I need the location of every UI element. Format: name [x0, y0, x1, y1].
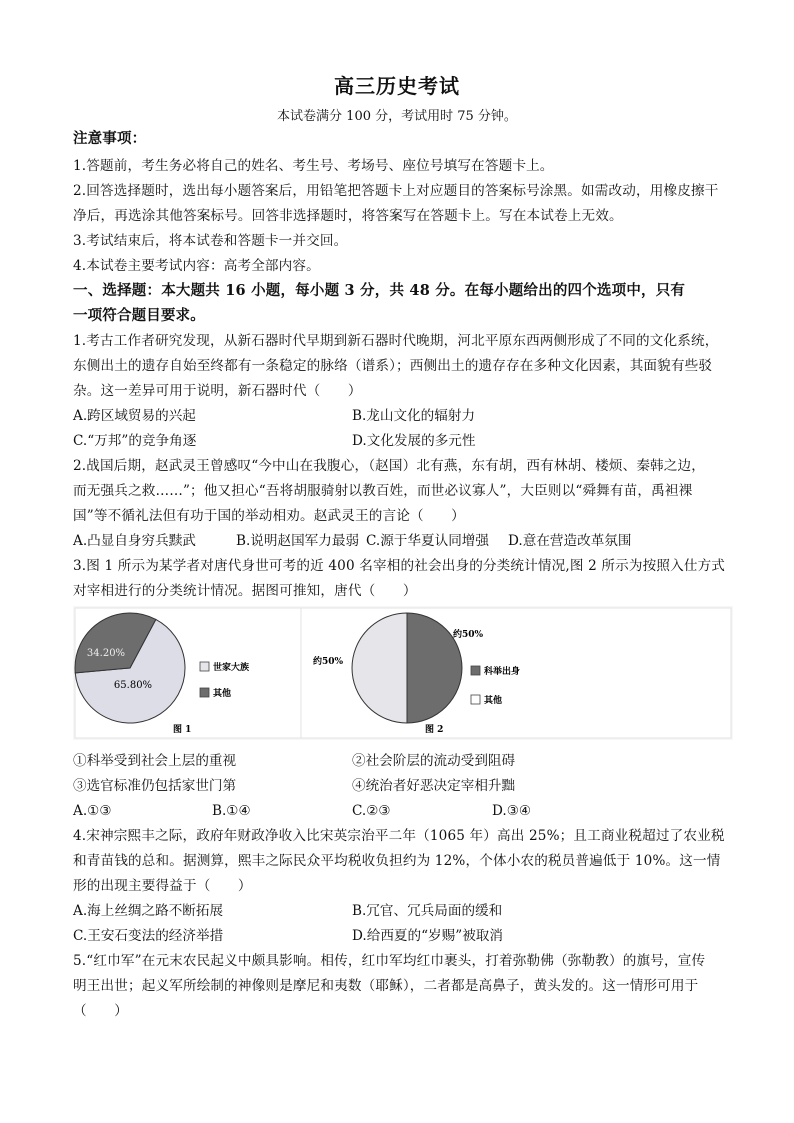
q3-option-c: C.②③: [352, 803, 391, 819]
q4-option-b: B.冗官、冗兵局面的缓和: [352, 903, 503, 919]
q1-option-a: A.跨区域贸易的兴起: [73, 408, 196, 424]
question-5-text: 明王出世；起义军所绘制的神像则是摩尼和夷数（耶稣），二者都是高鼻子，黄头发的。这一情形可用于: [73, 978, 699, 994]
figure-2-legend-swatch-other: [471, 695, 480, 704]
figure-1-label-shijia: 65.80%: [113, 680, 153, 691]
notice-item: 3.考试结束后，将本试卷和答题卡一并交回。: [73, 233, 348, 249]
figure-1-legend-swatch-other: [200, 688, 209, 697]
figure-2-legend-keju: 科举出身: [484, 667, 521, 677]
q3-statement-1: ①科举受到社会上层的重视: [73, 753, 237, 769]
q2-option-a: A.凸显自身穷兵黩武: [73, 533, 196, 549]
figure-2-legend-other: 其他: [484, 696, 503, 706]
question-3-text: 3.图 1 所示为某学者对唐代身世可考的近 400 名宰相的社会出身的分类统计情况,图 2 所示为按照入仕方式: [73, 558, 726, 574]
question-5-text: 5.“红巾军”在元末农民起义中颇具影响。相传，红巾军均红巾裹头，打着弥勒佛（弥勒教）的旗号，宣传: [73, 953, 706, 969]
pie-charts: [73, 606, 733, 740]
exam-info: 本试卷满分 100 分，考试用时 75 分钟。: [277, 109, 517, 124]
notice-item: 净后，再选涂其他答案标号。回答非选择题时，将答案写在答题卡上。写在本试卷上无效。: [73, 208, 623, 224]
question-2-text: 国”等不循礼法但有功于国的举动相劝。赵武灵王的言论（ ）: [73, 508, 465, 524]
section-heading: 一、选择题：本大题共 16 小题，每小题 3 分，共 48 分。在每小题给出的四个选项中，只有: [73, 282, 686, 299]
question-4-text: 和青苗钱的总和。据测算，熙丰之际民众平均税收负担约为 12%，个体小农的税员普遍低于 10%。这一情: [73, 853, 721, 869]
figure-2-caption: 图 2: [425, 725, 444, 735]
notice-heading: 注意事项：: [73, 130, 147, 147]
q1-option-d: D.文化发展的多元性: [352, 433, 476, 449]
figure-1-pie: [75, 613, 185, 723]
q2-option-d: D.意在营造改革氛围: [508, 533, 632, 549]
question-1-text: 1.考古工作者研究发现，从新石器时代早期到新石器时代晚期，河北平原东西两侧形成了不同的文化系统，: [73, 333, 719, 349]
question-4-text: 形的出现主要得益于（ ）: [73, 878, 252, 894]
page-title: 高三历史考试: [334, 74, 460, 98]
q1-option-c: C.“万邦”的竞争角逐: [73, 433, 197, 449]
question-2-text: 而无强兵之救……”；他又担心“吾将胡服骑射以教百姓，而世必议寡人”，大臣则以“舜舞有苗，禹袒裸: [73, 483, 693, 499]
q3-option-d: D.③④: [492, 803, 532, 819]
q4-option-c: C.王安石变法的经济举措: [73, 928, 224, 944]
notice-item: 1.答题前，考生务必将自己的姓名、考生号、考场号、座位号填写在答题卡上。: [73, 158, 554, 174]
q2-option-c: C.源于华夏认同增强: [366, 533, 489, 549]
figure-2-label-other: 约50%: [313, 657, 344, 667]
q4-option-a: A.海上丝绸之路不断拓展: [73, 903, 224, 919]
q3-statement-4: ④统治者好恶决定宰相升黜: [352, 778, 516, 794]
figure-2-legend-swatch-keju: [471, 666, 480, 675]
q3-option-a: A.①③: [73, 803, 112, 819]
figure-2-pie: [352, 613, 462, 723]
figure-1-label-other: 34.20%: [86, 648, 126, 659]
figure-2-label-keju: 约50%: [453, 630, 484, 640]
figure-1-legend-shijia: 世家大族: [213, 663, 250, 673]
figure-area: [73, 606, 733, 740]
figure-1-caption: 图 1: [173, 725, 192, 735]
notice-item: 4.本试卷主要考试内容：高考全部内容。: [73, 258, 320, 274]
figure-1-legend-other: 其他: [213, 689, 232, 699]
notice-item: 2.回答选择题时，选出每小题答案后，用铅笔把答题卡上对应题目的答案标号涂黑。如需改动，用橡皮擦干: [73, 183, 719, 199]
question-1-text: 杂。这一差异可用于说明，新石器时代（ ）: [73, 383, 362, 399]
question-1-text: 东侧出土的遗存自始至终都有一条稳定的脉络（谱系）；西侧出土的遗存存在多种文化因素，其面貌有些驳: [73, 358, 713, 374]
figure-1-legend-swatch-shijia: [200, 662, 209, 671]
q3-option-b: B.①④: [212, 803, 251, 819]
section-heading-cont: 一项符合题目要求。: [73, 307, 205, 324]
q2-option-b: B.说明赵国军力最弱: [236, 533, 360, 549]
q3-statement-3: ③选官标准仍包括家世门第: [73, 778, 237, 794]
q1-option-b: B.龙山文化的辐射力: [352, 408, 476, 424]
question-4-text: 4.宋神宗熙丰之际，政府年财政净收入比宋英宗治平二年（1065 年）高出 25%；且工商业税超过了农业税: [73, 828, 725, 844]
q3-statement-2: ②社会阶层的流动受到阻碍: [352, 753, 516, 769]
q4-option-d: D.给西夏的“岁赐”被取消: [352, 928, 503, 944]
question-3-text: 对宰相进行的分类统计情况。据图可推知，唐代（ ）: [73, 583, 417, 599]
question-2-text: 2.战国后期，赵武灵王曾感叹“今中山在我腹心，（赵国）北有燕，东有胡，西有林胡、楼烦、秦韩之边，: [73, 458, 706, 474]
question-5-text: （ ）: [73, 1003, 128, 1019]
